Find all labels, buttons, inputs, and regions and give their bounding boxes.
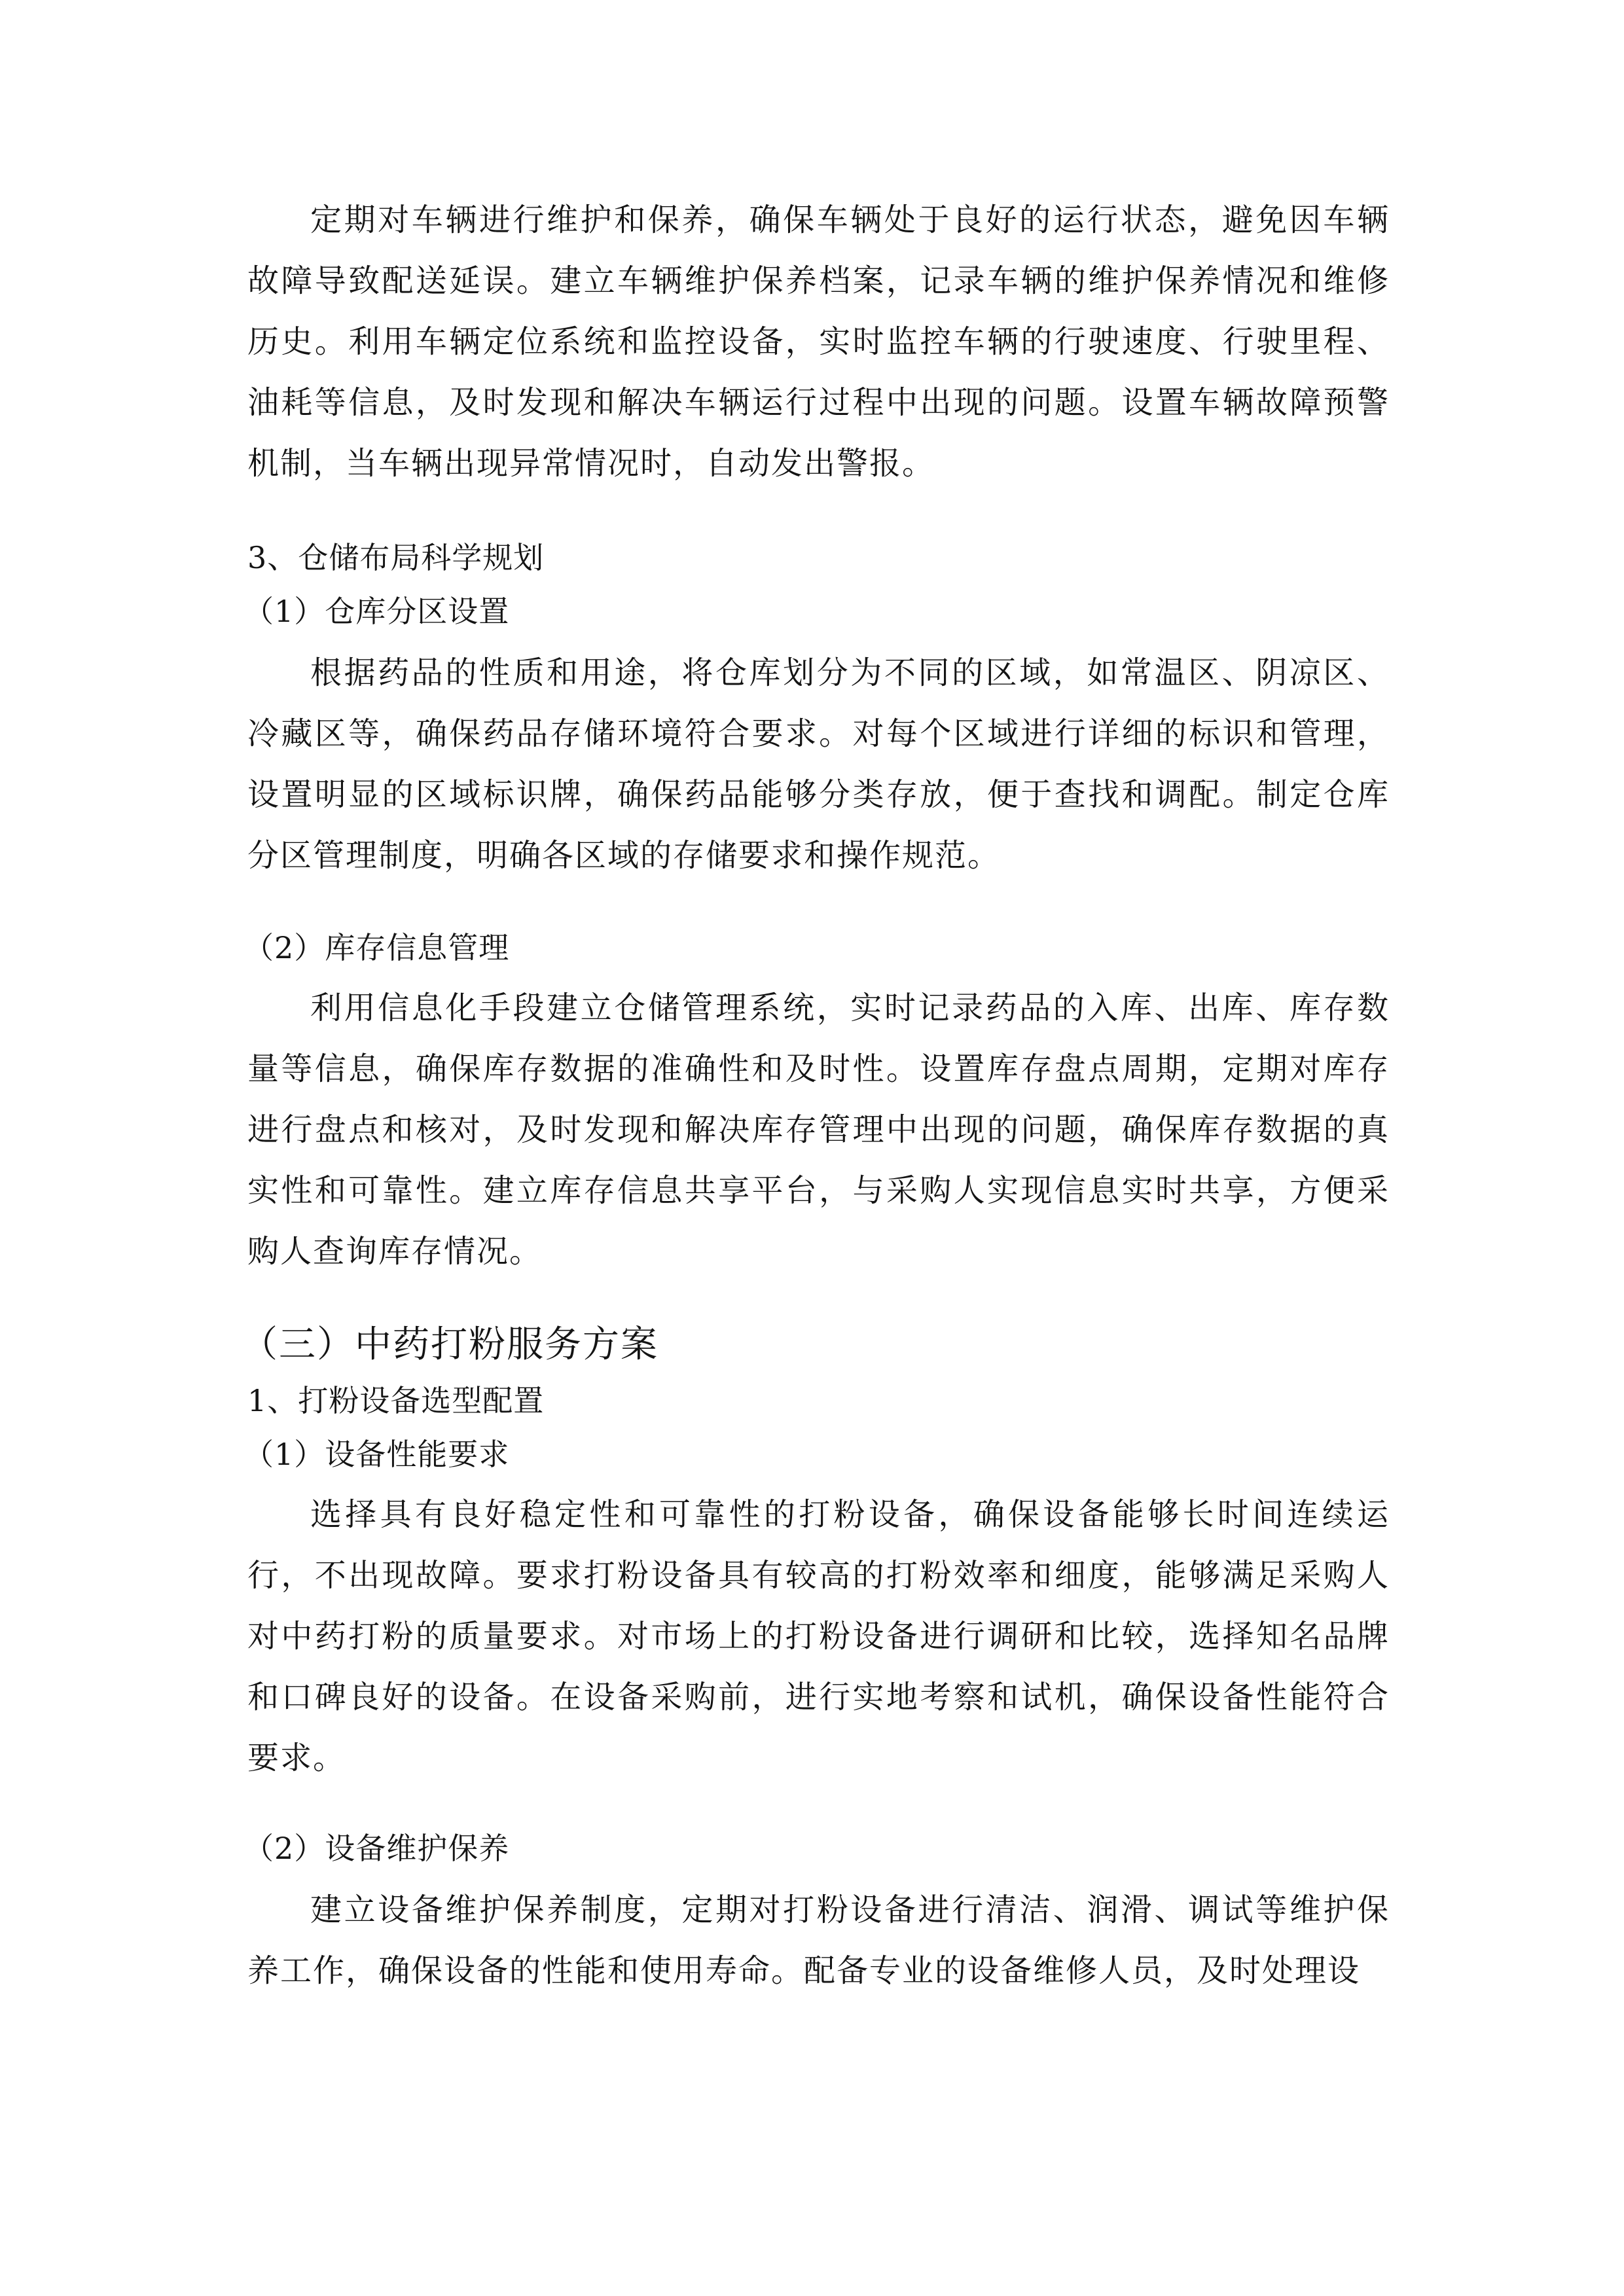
body-paragraph: 定期对车辆进行维护和保养，确保车辆处于良好的运行状态，避免因车辆故障导致配送延误。建立车辆维护保养档案，记录车辆的维护保养情况和维修历史。利用车辆定位系统和监控设备，实时监控车辆的行驶速度、行驶里程、油耗等信息，及时发现和解决车辆运行过程中出现的问题。设置车辆故障预警机制，当车辆出现异常情况时，自动发出警报。 <box>247 202 1390 482</box>
inventory-paragraph <box>247 978 1390 1282</box>
body-paragraph: 利用信息化手段建立仓储管理系统，实时记录药品的入库、出库、库存数量等信息，确保库存数据的准确性和及时性。设置库存盘点周期，定期对库存进行盘点和核对，及时发现和解决库存管理中出现的问题，确保库存数据的真实性和可靠性。建立库存信息共享平台，与采购人实现信息实时共享，方便采购人查询库存情况。 <box>247 990 1390 1270</box>
vehicle-maintenance-paragraph <box>247 190 1390 494</box>
sub-heading: （2）库存信息管理 <box>244 930 510 965</box>
numbered-heading: 1、打粉设备选型配置 <box>247 1383 545 1418</box>
body-paragraph: 根据药品的性质和用途，将仓库划分为不同的区域，如常温区、阴凉区、冷藏区等，确保药品存储环境符合要求。对每个区域进行详细的标识和管理，设置明显的区域标识牌，确保药品能够分类存放，便于查找和调配。制定仓库分区管理制度，明确各区域的存储要求和操作规范。 <box>247 655 1390 874</box>
performance-heading-block <box>244 1435 1386 1474</box>
body-paragraph: 建立设备维护保养制度，定期对打粉设备进行清洁、润滑、调试等维护保养工作，确保设备的性能和使用寿命。配备专业的设备维修人员，及时处理设 <box>247 1892 1390 1989</box>
inventory-heading-block <box>244 928 1386 967</box>
sub-heading: （2）设备维护保养 <box>244 1831 510 1866</box>
equipment-heading-block <box>247 1381 1390 1420</box>
body-paragraph: 选择具有良好稳定性和可靠性的打粉设备，确保设备能够长时间连续运行，不出现故障。要求打粉设备具有较高的打粉效率和细度，能够满足采购人对中药打粉的质量要求。对市场上的打粉设备进行调研和比较，选择知名品牌和口碑良好的设备。在设备采购前，进行实地考察和试机，确保设备性能符合要求。 <box>247 1496 1390 1776</box>
zone-paragraph <box>247 643 1390 886</box>
performance-paragraph <box>247 1484 1390 1789</box>
sub-heading: （1）仓库分区设置 <box>244 594 510 629</box>
section-heading-block <box>241 1322 1383 1368</box>
sub-heading: （1）设备性能要求 <box>244 1437 510 1472</box>
warehouse-heading-block <box>247 538 1390 577</box>
zone-heading-block <box>244 592 1386 631</box>
numbered-heading: 3、仓储布局科学规划 <box>247 540 545 575</box>
maintenance-paragraph <box>247 1880 1390 2001</box>
section-heading: （三）中药打粉服务方案 <box>241 1323 659 1366</box>
maintenance-heading-block <box>244 1829 1386 1868</box>
